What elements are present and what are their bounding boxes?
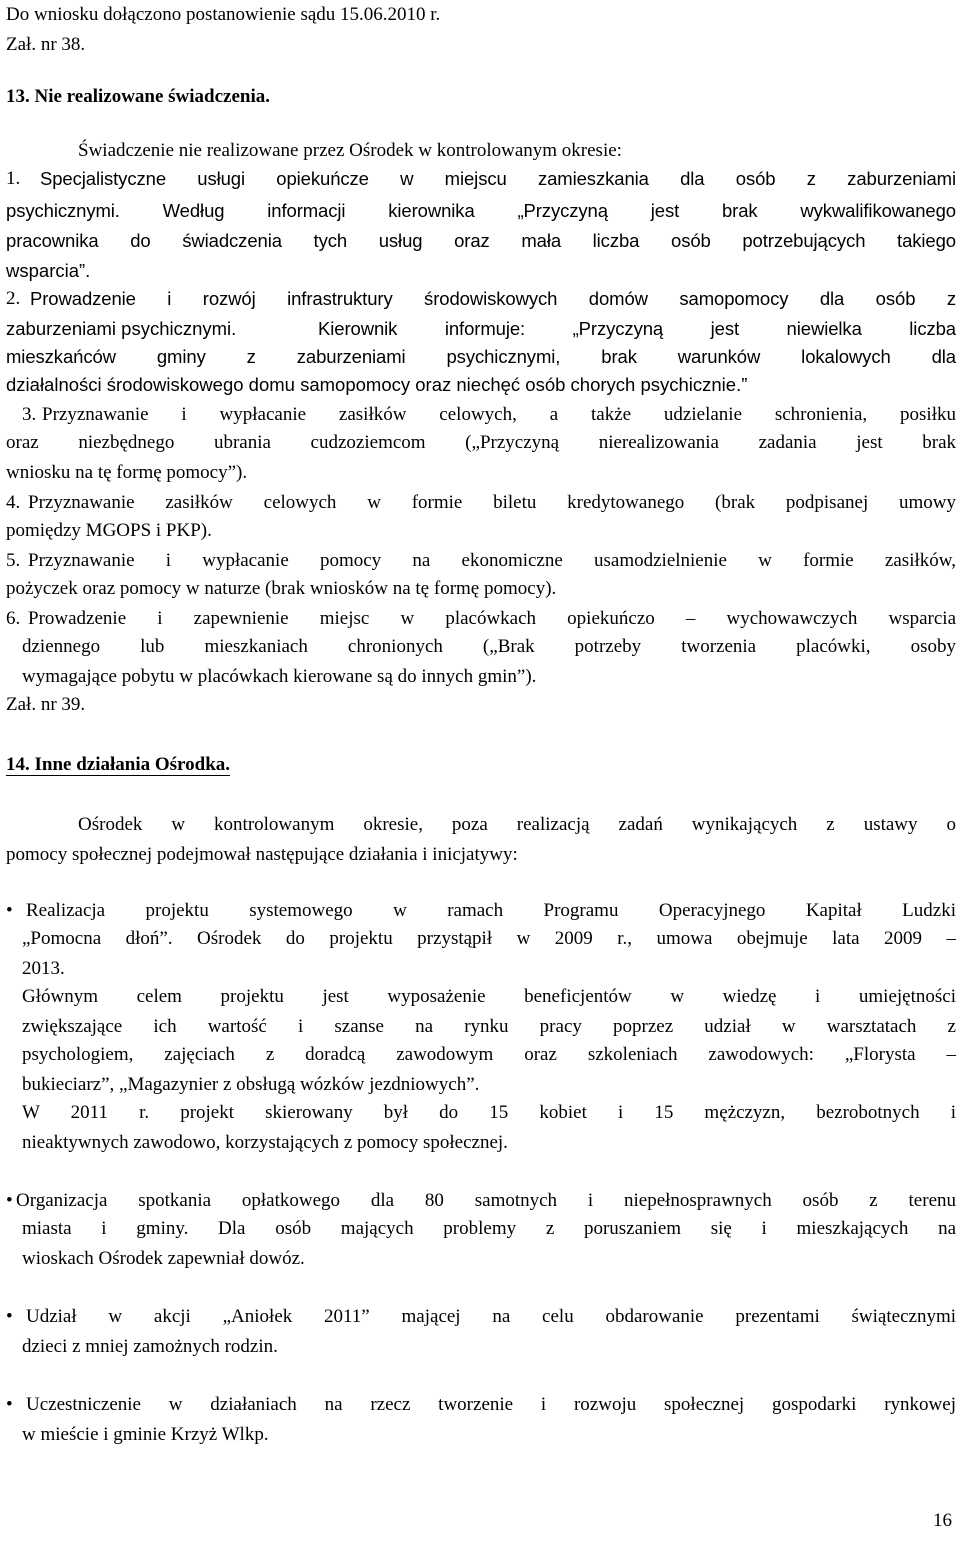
bullet-line: dzieci z mniej zamożnych rodzin. xyxy=(22,1336,278,1357)
page-number: 16 xyxy=(933,1510,952,1531)
bullet-dot-icon: • xyxy=(6,1306,13,1327)
item-line: wymagające pobytu w placówkach kierowane są do innych gmin”). xyxy=(22,666,537,687)
item-line: pożyczek oraz pomocy w naturze (brak wniosków na tę formę pomocy). xyxy=(6,578,557,599)
item-number: 2. xyxy=(6,288,21,309)
section-14-intro-line: Ośrodek w kontrolowanym okresie, poza realizacją zadań wynikających z ustawy o xyxy=(78,814,956,835)
bullet-line: Organizacja spotkania opłatkowego dla 80 samotnych i niepełnosprawnych osób z terenu xyxy=(16,1190,956,1211)
bullet-dot-icon: • xyxy=(6,1190,13,1211)
item-number: 6. xyxy=(6,608,21,629)
bullet-line: Realizacja projektu systemowego w ramach Programu Operacyjnego Kapitał Ludzki xyxy=(26,900,956,921)
bullet-line: bukieciarz”, „Magazynier z obsługą wózków jezdniowych”. xyxy=(22,1074,480,1095)
item-number: 5. xyxy=(6,550,21,571)
item-line: Przyznawanie i wypłacanie zasiłków celowych, a także udzielanie schronienia, posiłku xyxy=(42,404,956,425)
item-line: oraz niezbędnego ubrania cudzoziemcom („Przyczyną nierealizowania zadania jest brak xyxy=(6,432,956,453)
item-line: Prowadzenie i zapewnienie miejsc w placówkach opiekuńczo – wychowawczych wsparcia xyxy=(28,608,956,629)
item-line: dziennego lub mieszkaniach chronionych („Brak potrzeby tworzenia placówki, osoby xyxy=(22,636,956,657)
item-line: wsparcia”. xyxy=(6,260,91,281)
section-14-title xyxy=(6,752,956,778)
item-line: Kierownik informuje: „Przyczyną jest niewielka liczba xyxy=(318,318,956,339)
item-line: Prowadzenie i rozwój infrastruktury środowiskowych domów samopomocy dla osób z xyxy=(30,288,956,309)
item-line: psychicznymi. Według informacji kierownika „Przyczyną jest brak wykwalifikowanego xyxy=(6,200,956,221)
section-14-title-text: 14. Inne działania Ośrodka. xyxy=(6,754,231,775)
item-line: działalności środowiskowego domu samopomocy oraz niechęć osób chorych psychicznie.” xyxy=(6,374,748,395)
bullet-dot-icon: • xyxy=(6,1394,13,1415)
item-number: 3. xyxy=(22,404,37,425)
bullet-line: w mieście i gminie Krzyż Wlkp. xyxy=(22,1424,269,1445)
item-line: pracownika do świadczenia tych usług oraz mała liczba osób potrzebujących takiego xyxy=(6,230,956,251)
attachment-39: Zał. nr 39. xyxy=(6,694,86,715)
bullet-line: psychologiem, zajęciach z doradcą zawodowym oraz szkoleniach zawodowych: „Florysta – xyxy=(22,1044,956,1065)
bullet-line: miasta i gminy. Dla osób mających problemy z poruszaniem się i mieszkających na xyxy=(22,1218,956,1239)
item-number: 4. xyxy=(6,492,21,513)
section-14-intro-line: pomocy społecznej podejmował następujące działania i inicjatywy: xyxy=(6,844,518,865)
bullet-line: 2013. xyxy=(22,958,65,979)
item-line: Przyznawanie zasiłków celowych w formie biletu kredytowanego (brak podpisanej umowy xyxy=(28,492,956,513)
item-line: wniosku na tę formę pomocy”). xyxy=(6,462,248,483)
bullet-line: wioskach Ośrodek zapewniał dowóz. xyxy=(22,1248,305,1269)
court-decision-note: Do wniosku dołączono postanowienie sądu 15.06.2010 r. xyxy=(6,4,441,25)
item-line: mieszkańców gminy z zaburzeniami psychicznymi, brak warunków lokalowych dla xyxy=(6,346,956,367)
bullet-line: Udział w akcji „Aniołek 2011” mającej na celu obdarowanie prezentami świątecznymi xyxy=(26,1306,956,1327)
item-number: 1. xyxy=(6,168,21,189)
item-line: Specjalistyczne usługi opiekuńcze w miejscu zamieszkania dla osób z zaburzeniami xyxy=(40,168,956,189)
section-13-intro: Świadczenie nie realizowane przez Ośrodek w kontrolowanym okresie: xyxy=(78,140,622,161)
bullet-line: Uczestniczenie w działaniach na rzecz tworzenie i rozwoju społecznej gospodarki rynkowej xyxy=(26,1394,956,1415)
item-line: pomiędzy MGOPS i PKP). xyxy=(6,520,212,541)
bullet-line: zwiększające ich wartość i szanse na rynku pracy poprzez udział w warsztatach z xyxy=(22,1016,956,1037)
section-13-title: 13. Nie realizowane świadczenia. xyxy=(6,86,271,107)
bullet-line: nieaktywnych zawodowo, korzystających z pomocy społecznej. xyxy=(22,1132,508,1153)
bullet-line: W 2011 r. projekt skierowany był do 15 kobiet i 15 mężczyzn, bezrobotnych i xyxy=(22,1102,956,1123)
bullet-dot-icon: • xyxy=(6,900,13,921)
attachment-38: Zał. nr 38. xyxy=(6,34,86,55)
bullet-line: Głównym celem projektu jest wyposażenie beneficjentów w wiedzę i umiejętności xyxy=(22,986,956,1007)
item-line: Przyznawanie i wypłacanie pomocy na ekonomiczne usamodzielnienie w formie zasiłków, xyxy=(28,550,956,571)
bullet-line: „Pomocna dłoń”. Ośrodek do projektu przystąpił w 2009 r., umowa obejmuje lata 2009 – xyxy=(22,928,956,949)
item-line: zaburzeniami psychicznymi. xyxy=(6,318,237,339)
